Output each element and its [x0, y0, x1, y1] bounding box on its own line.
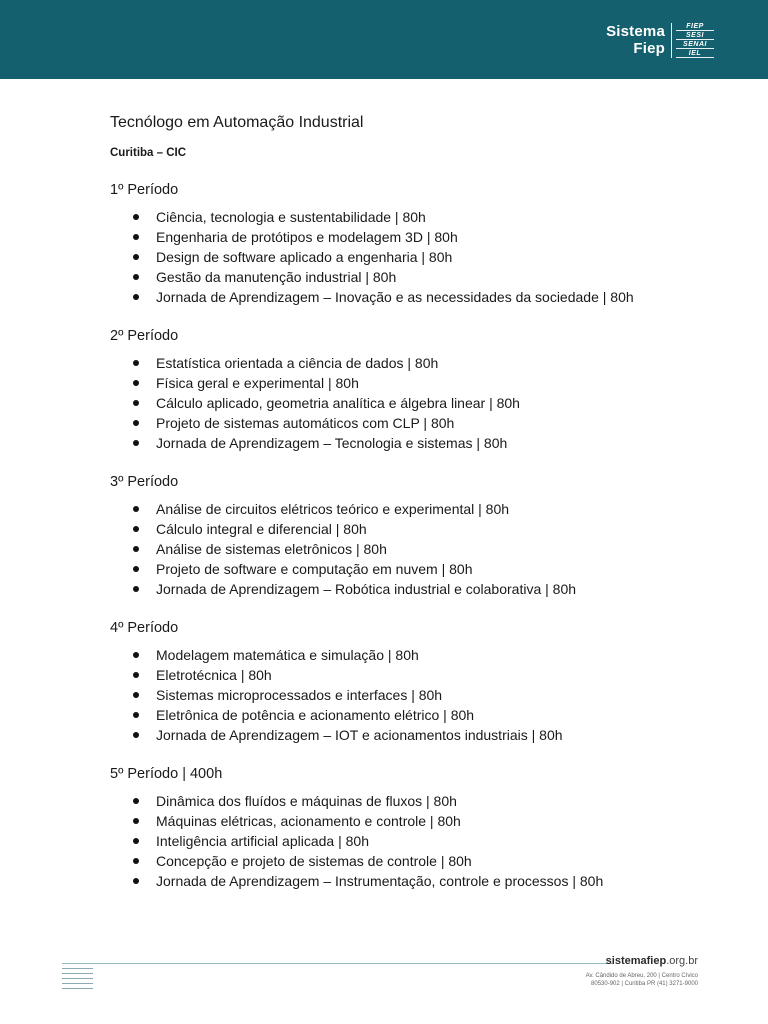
periods-list	[110, 181, 650, 891]
document-content	[110, 110, 650, 891]
list-item	[110, 559, 650, 579]
bullet-icon	[133, 672, 139, 678]
brand-line1: Sistema	[606, 23, 665, 40]
bullet-icon	[133, 214, 139, 220]
bullet-icon	[133, 360, 139, 366]
list-item	[110, 579, 650, 599]
list-item	[110, 287, 650, 307]
list-item	[110, 791, 650, 811]
list-item	[110, 393, 650, 413]
course-list	[110, 353, 650, 453]
list-item	[110, 705, 650, 725]
list-item	[110, 725, 650, 745]
brand-entities	[671, 23, 714, 58]
course-item-text: Jornada de Aprendizagem – Inovação e as necessidades da sociedade | 80h	[156, 289, 634, 305]
list-item	[110, 433, 650, 453]
course-item-text: Design de software aplicado a engenharia | 80h	[156, 249, 453, 265]
list-item	[110, 373, 650, 393]
footer-site-rest: .org.br	[666, 955, 698, 967]
bullet-icon	[133, 294, 139, 300]
header-bar	[0, 0, 768, 79]
brand-entity: FIEP	[676, 23, 714, 31]
bullet-icon	[133, 546, 139, 552]
bullet-icon	[133, 652, 139, 658]
bullet-icon	[133, 858, 139, 864]
bullet-icon	[133, 506, 139, 512]
list-item	[110, 227, 650, 247]
bullet-icon	[133, 732, 139, 738]
footer-stripes-icon	[62, 968, 93, 993]
footer-address	[586, 972, 698, 988]
bullet-icon	[133, 798, 139, 804]
bullet-icon	[133, 234, 139, 240]
bullet-icon	[133, 380, 139, 386]
course-item-text: Cálculo aplicado, geometria analítica e álgebra linear | 80h	[156, 395, 520, 411]
list-item	[110, 413, 650, 433]
list-item	[110, 685, 650, 705]
course-item-text: Análise de sistemas eletrônicos | 80h	[156, 541, 387, 557]
brand-name	[606, 23, 665, 57]
list-item	[110, 519, 650, 539]
course-item-text: Dinâmica dos fluídos e máquinas de fluxos | 80h	[156, 793, 457, 809]
brand-entity: SENAI	[676, 41, 714, 49]
course-list	[110, 645, 650, 745]
period-heading: 5º Período | 400h	[110, 766, 223, 782]
course-item-text: Projeto de software e computação em nuvem | 80h	[156, 561, 473, 577]
bullet-icon	[133, 586, 139, 592]
bullet-icon	[133, 526, 139, 532]
list-item	[110, 665, 650, 685]
bullet-icon	[133, 878, 139, 884]
course-item-text: Concepção e projeto de sistemas de controle | 80h	[156, 853, 472, 869]
list-item	[110, 851, 650, 871]
bullet-icon	[133, 440, 139, 446]
footer-address-line2: 80530-902 | Curitiba PR (41) 3271-9000	[591, 981, 698, 987]
bullet-icon	[133, 818, 139, 824]
list-item	[110, 539, 650, 559]
course-item-text: Jornada de Aprendizagem – Instrumentação, controle e processos | 80h	[156, 873, 604, 889]
document-subtitle: Curitiba – CIC	[110, 147, 187, 159]
course-item-text: Eletrônica de potência e acionamento elétrico | 80h	[156, 707, 475, 723]
course-item-text: Jornada de Aprendizagem – Tecnologia e sistemas | 80h	[156, 435, 508, 451]
period-heading: 2º Período	[110, 328, 179, 344]
document-title: Tecnólogo em Automação Industrial	[110, 114, 364, 131]
bullet-icon	[133, 400, 139, 406]
course-item-text: Máquinas elétricas, acionamento e controle | 80h	[156, 813, 461, 829]
course-item-text: Sistemas microprocessados e interfaces | 80h	[156, 687, 443, 703]
bullet-icon	[133, 712, 139, 718]
course-item-text: Análise de circuitos elétricos teórico e experimental | 80h	[156, 501, 510, 517]
brand-entity: IEL	[676, 50, 714, 58]
course-item-text: Ciência, tecnologia e sustentabilidade | 80h	[156, 209, 426, 225]
list-item	[110, 207, 650, 227]
course-list	[110, 791, 650, 891]
course-list	[110, 499, 650, 599]
list-item	[110, 645, 650, 665]
footer-site-bold: sistemafiep	[605, 955, 667, 967]
bullet-icon	[133, 274, 139, 280]
course-item-text: Eletrotécnica | 80h	[156, 667, 272, 683]
list-item	[110, 831, 650, 851]
period-heading: 1º Período	[110, 182, 179, 198]
course-item-text: Engenharia de protótipos e modelagem 3D | 80h	[156, 229, 458, 245]
list-item	[110, 871, 650, 891]
footer-website	[606, 955, 698, 967]
course-item-text: Estatística orientada a ciência de dados | 80h	[156, 355, 439, 371]
course-item-text: Projeto de sistemas automáticos com CLP | 80h	[156, 415, 455, 431]
course-item-text: Física geral e experimental | 80h	[156, 375, 359, 391]
list-item	[110, 247, 650, 267]
course-item-text: Gestão da manutenção industrial | 80h	[156, 269, 397, 285]
footer-address-line1: Av. Cândido de Abreu, 200 | Centro Cívico	[585, 973, 698, 979]
period-heading: 3º Período	[110, 474, 179, 490]
course-list	[110, 207, 650, 307]
bullet-icon	[133, 254, 139, 260]
bullet-icon	[133, 692, 139, 698]
course-item-text: Jornada de Aprendizagem – IOT e acionamentos industriais | 80h	[156, 727, 563, 743]
course-item-text: Inteligência artificial aplicada | 80h	[156, 833, 369, 849]
bullet-icon	[133, 838, 139, 844]
bullet-icon	[133, 420, 139, 426]
period-heading: 4º Período	[110, 620, 179, 636]
course-item-text: Modelagem matemática e simulação | 80h	[156, 647, 419, 663]
list-item	[110, 499, 650, 519]
sistema-fiep-logo	[606, 20, 714, 60]
course-item-text: Cálculo integral e diferencial | 80h	[156, 521, 367, 537]
brand-entity: SESI	[676, 32, 714, 40]
list-item	[110, 353, 650, 373]
bullet-icon	[133, 566, 139, 572]
course-item-text: Jornada de Aprendizagem – Robótica industrial e colaborativa | 80h	[156, 581, 577, 597]
list-item	[110, 267, 650, 287]
list-item	[110, 811, 650, 831]
footer-divider	[62, 963, 612, 964]
brand-line2: Fiep	[633, 40, 665, 57]
